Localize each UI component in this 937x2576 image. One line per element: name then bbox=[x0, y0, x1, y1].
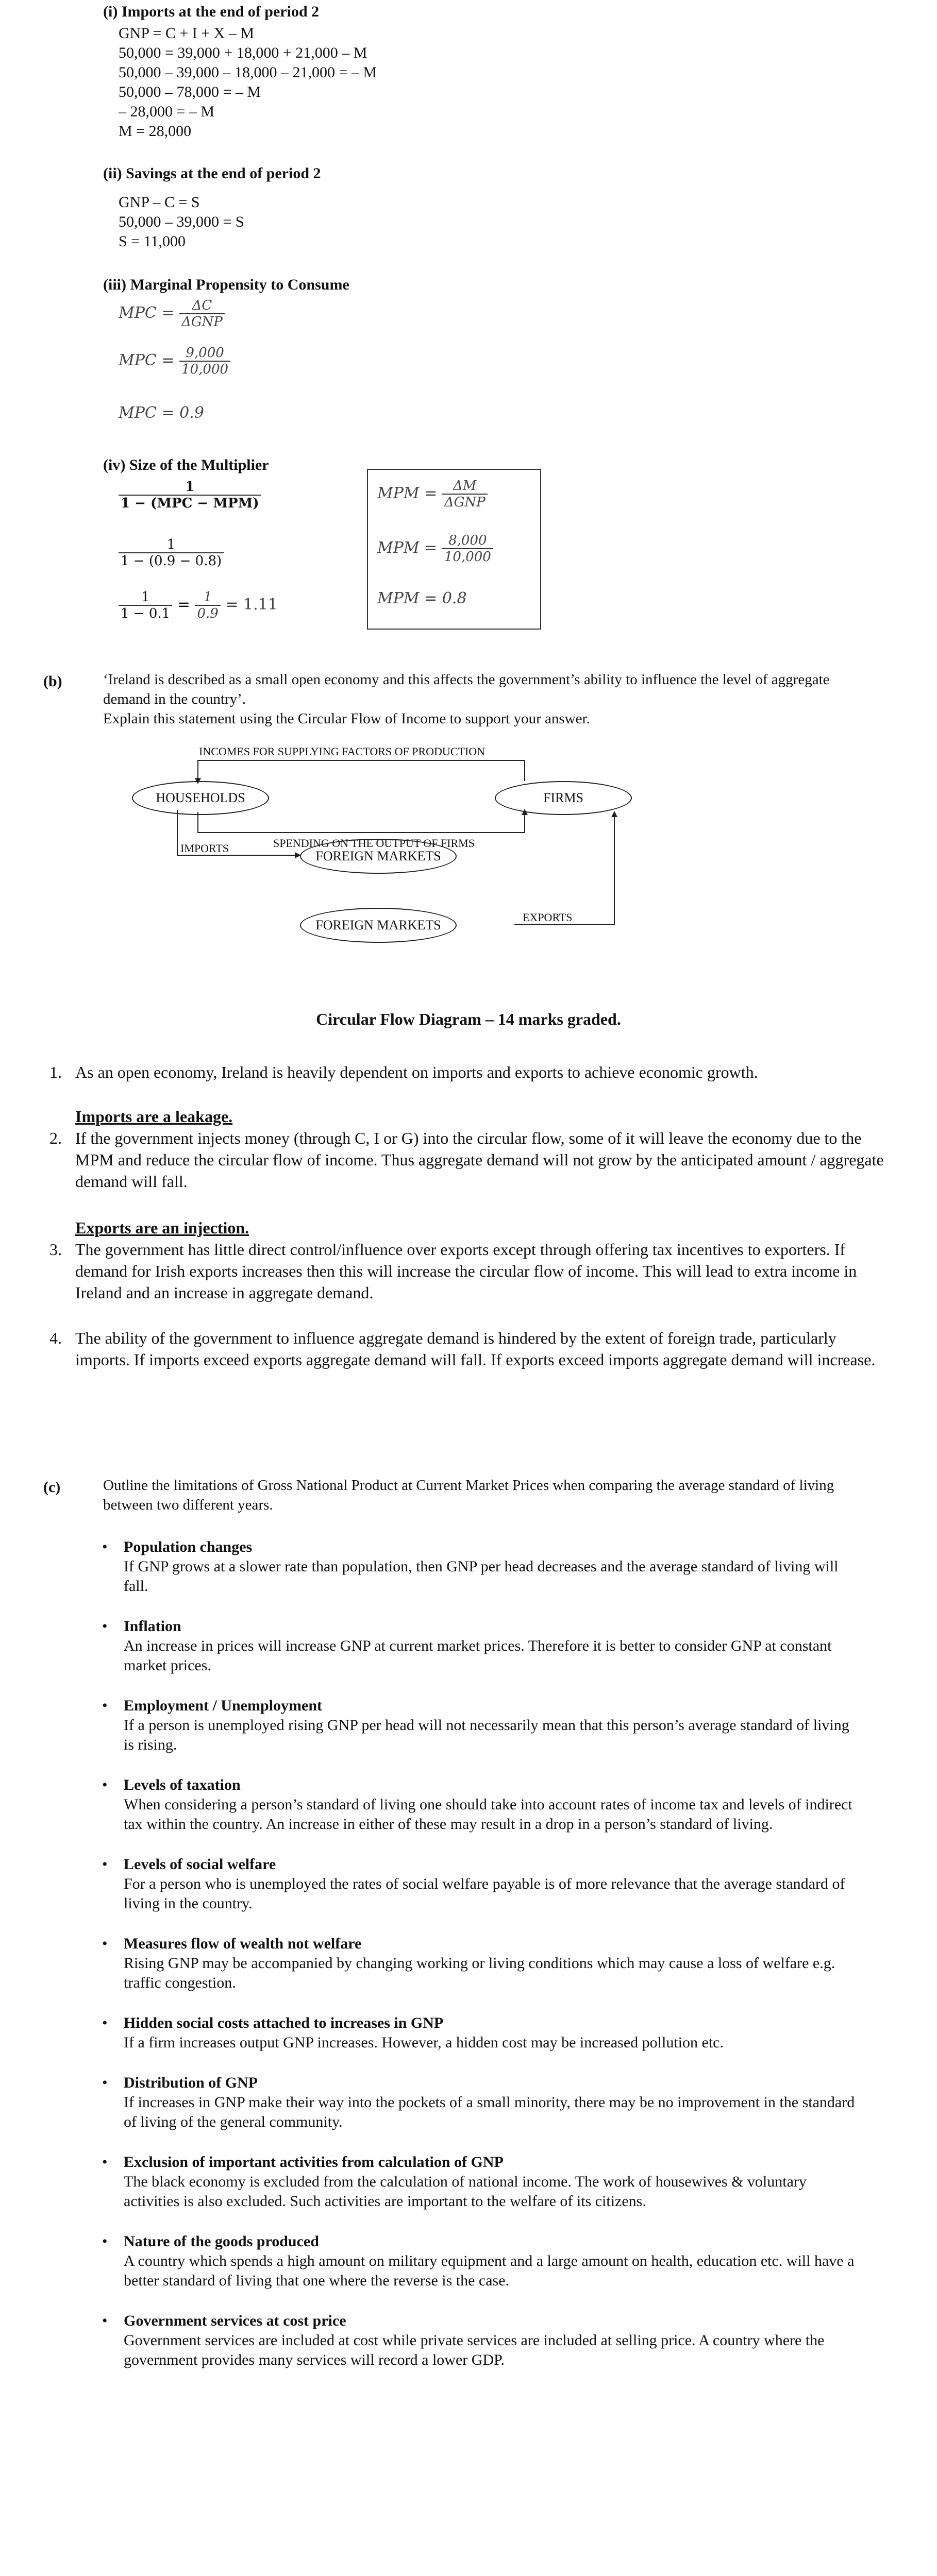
list-item: 1. As an open economy, Ireland is heavily dependent on imports and exports to achieve economic growth. bbox=[49, 1063, 758, 1081]
working-line: – 28,000 = – M bbox=[119, 103, 215, 120]
multiplier-sub: $\frac{1}{1 - (0.9 - 0.8)}$ bbox=[119, 537, 224, 569]
list-item: • Population changes If GNP grows at a slower rate than population, then GNP per head decreases and the average standard of living will fall. bbox=[102, 1538, 839, 1595]
working-line: 50,000 – 39,000 = S bbox=[119, 213, 244, 230]
working-line: S = 11,000 bbox=[119, 233, 186, 250]
imports-heading: (i) Imports at the end of period 2 bbox=[103, 3, 320, 20]
list-item: • Nature of the goods produced A country which spends a high amount on military equipment and a large amount on health, education etc. will have a better standard of living that one where the reverse is the case. bbox=[102, 2233, 855, 2289]
savings-workings bbox=[119, 193, 244, 251]
part-b-label: (b) bbox=[43, 673, 62, 690]
part-b-points bbox=[49, 1061, 884, 1370]
foreign-markets-exports: FOREIGN MARKETS bbox=[300, 908, 457, 943]
list-item: • Employment / Unemployment If a person is unemployed rising GNP per head will not necessarily mean that this person’s average standard of living is rising. bbox=[102, 1697, 849, 1753]
mpc-calc-den: 10,000 bbox=[181, 362, 229, 377]
spending-label: SPENDING ON THE OUTPUT OF FIRMS bbox=[273, 837, 475, 850]
circular-flow-diagram bbox=[0, 742, 937, 999]
diagram-caption: Circular Flow Diagram – 14 marks graded. bbox=[316, 1010, 621, 1028]
multiplier-result: $\frac{1}{1 - 0.1}$ = $\frac{1}{0.9}$ = 1.11 bbox=[119, 589, 278, 621]
households-node: HOUSEHOLDS bbox=[132, 781, 269, 815]
working-line: M = 28,000 bbox=[119, 123, 192, 140]
exports-label: EXPORTS bbox=[523, 911, 573, 924]
list-item: Exports are an injection. 3. The government has little direct control/influence over exports except through offering tax incentives to exporters. If demand for Irish exports increases then this will increase the circular flow of income. This will lead to extra income in Ireland and an increase in aggregate demand. bbox=[49, 1218, 857, 1302]
list-item: • Government services at cost price Government services are included at cost while private services are included at selling price. A country where the government provides many services will record a lower GDP. bbox=[102, 2312, 825, 2368]
incomes-label: INCOMES FOR SUPPLYING FACTORS OF PRODUCTION bbox=[199, 745, 486, 758]
list-item: 4. The ability of the government to influence aggregate demand is hindered by the extent of foreign trade, particularly imports. If imports exceed exports aggregate demand will fall. If exports exceed imports aggregate demand will increase. bbox=[49, 1329, 876, 1369]
list-item: • Exclusion of important activities from calculation of GNP The black economy is excluded from the calculation of national income. The work of housewives & voluntary activities is also excluded. Such activities are important to the welfare of its citizens. bbox=[102, 2154, 807, 2210]
multiplier-heading: (iv) Size of the Multiplier bbox=[103, 456, 269, 473]
part-c-question: Outline the limitations of Gross National Product at Current Market Prices when comparing the average standard of living between two different years. bbox=[103, 1477, 834, 1513]
diagram-arrows bbox=[0, 742, 937, 999]
mpm-result: MPM = 0.8 bbox=[377, 589, 467, 607]
mpc-calc-num: 9,000 bbox=[179, 345, 230, 362]
list-item: • Inflation An increase in prices will increase GNP at current market prices. Therefore it is better to consider GNP at constant market prices. bbox=[102, 1618, 832, 1674]
mpm-formula: MPM = $\frac{\Delta M}{\text{ΔGNP}}$ bbox=[377, 478, 488, 510]
list-item: • Measures flow of wealth not welfare Rising GNP may be accompanied by changing working or living conditions which may cause a loss of welfare e.g. traffic congestion. bbox=[102, 1935, 835, 1991]
firms-node: FIRMS bbox=[495, 781, 632, 815]
working-line: GNP = C + I + X – M bbox=[119, 25, 254, 42]
list-item: Imports are a leakage. 2. If the government injects money (through C, I or G) into the circular flow, some of it will leave the economy due to the MPM and reduce the circular flow of income. Thus aggregate demand will not grow by the anticipated amount / aggregate demand will fall. bbox=[49, 1107, 884, 1191]
mpc-lhs: MPC = bbox=[119, 304, 175, 322]
savings-heading: (ii) Savings at the end of period 2 bbox=[103, 165, 321, 182]
imports-label: IMPORTS bbox=[180, 842, 229, 855]
list-item: • Distribution of GNP If increases in GNP make their way into the pockets of a small minority, there may be no improvement in the standard of living of the general community. bbox=[102, 2074, 855, 2130]
working-line: GNP – C = S bbox=[119, 194, 200, 211]
mpm-calc: MPM = $\frac{8,000}{10,000}$ bbox=[377, 533, 493, 565]
mpc-result: MPC = 0.9 bbox=[119, 404, 204, 422]
multiplier-formula: $\frac{1}{\text{1 − (MPC − MPM)}}$ bbox=[119, 479, 261, 511]
mpc-den: ΔGNP bbox=[181, 314, 223, 330]
part-c-list bbox=[102, 1537, 856, 2370]
foreign-markets-imports: FOREIGN MARKETS bbox=[300, 839, 457, 874]
working-line: 50,000 = 39,000 + 18,000 + 21,000 – M bbox=[119, 44, 367, 61]
working-line: 50,000 – 39,000 – 18,000 – 21,000 = – M bbox=[119, 64, 377, 81]
mpc-formula bbox=[119, 298, 225, 330]
part-c-label: (c) bbox=[43, 1479, 61, 1496]
part-b-question: ‘Ireland is described as a small open economy and this affects the government’s ability to influence the level of aggregate demand in the country’. Explain this statement using the Circular Flow of Income to support your answer. bbox=[103, 671, 830, 727]
mpm-box bbox=[367, 469, 541, 630]
mpc-heading: (iii) Marginal Propensity to Consume bbox=[103, 276, 349, 293]
list-item: • Hidden social costs attached to increases in GNP If a firm increases output GNP increases. However, a hidden cost may be increased pollution etc. bbox=[102, 2014, 724, 2051]
list-item: • Levels of taxation When considering a person’s standard of living one should take into account rates of income tax and levels of indirect tax within the country. An increase in either of these may result in a drop in a person’s standard of living. bbox=[102, 1776, 852, 1833]
mpc-num: ΔC bbox=[179, 298, 225, 314]
mpc-calc-lhs: MPC = bbox=[119, 351, 175, 369]
working-line: 50,000 – 78,000 = – M bbox=[119, 83, 261, 100]
mpc-calc bbox=[119, 345, 230, 377]
imports-workings bbox=[119, 24, 377, 141]
list-item: • Levels of social welfare For a person who is unemployed the rates of social welfare payable is of more relevance that the average standard of living in the country. bbox=[102, 1856, 845, 1912]
